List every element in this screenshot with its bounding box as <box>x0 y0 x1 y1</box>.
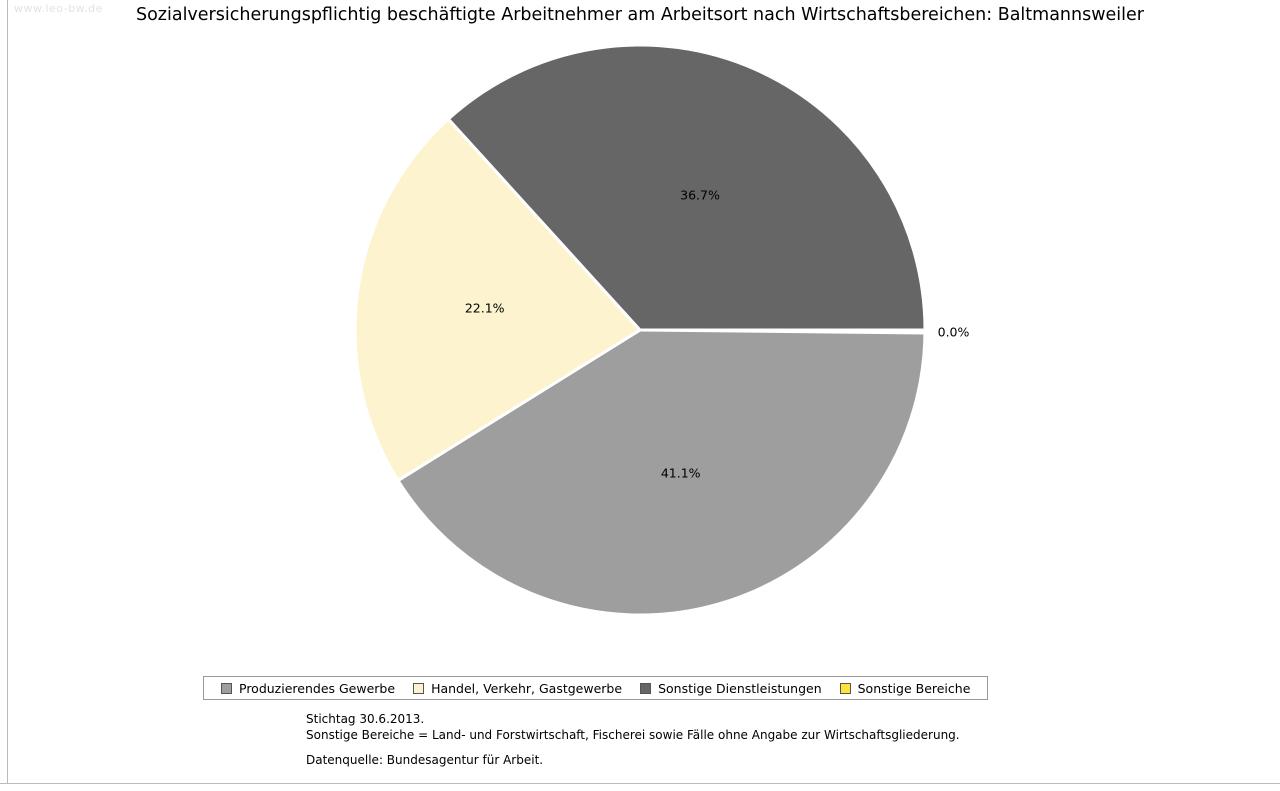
legend-item <box>840 681 971 696</box>
chart-legend <box>203 676 988 700</box>
legend-swatch-icon <box>640 683 651 694</box>
legend-item <box>640 681 822 696</box>
pie-slice-value-label: 36.7% <box>680 187 720 202</box>
pie-slices <box>355 45 925 615</box>
legend-swatch-icon <box>221 683 232 694</box>
legend-item <box>221 681 395 696</box>
pie-chart <box>352 42 970 618</box>
pie-svg <box>352 42 928 618</box>
legend-label: Produzierendes Gewerbe <box>239 680 396 696</box>
footnote-line-3: Datenquelle: Bundesagentur für Arbeit. <box>306 753 544 767</box>
legend-label: Sonstige Dienstleistungen <box>658 680 822 696</box>
chart-title: Sozialversicherungspflichtig beschäftigte Arbeitnehmer am Arbeitsort nach Wirtschaftsbereichen: Baltmannsweiler <box>135 5 1144 25</box>
legend-item <box>413 681 622 696</box>
legend-label: Handel, Verkehr, Gastgewerbe <box>431 680 623 696</box>
pie-slice-value-label: 41.1% <box>660 465 701 480</box>
frame-left-border <box>0 0 8 791</box>
legend-swatch-icon <box>413 683 424 694</box>
legend-swatch-icon <box>840 683 851 694</box>
frame-bottom-border <box>0 783 1280 791</box>
chart-footnotes <box>306 712 960 769</box>
pie-slice-value-label: 0.0% <box>937 324 970 340</box>
watermark-text: www.leo-bw.de <box>14 2 103 15</box>
legend-label: Sonstige Bereiche <box>857 680 971 696</box>
footnote-spacer <box>306 743 960 753</box>
footnote-line-2: Sonstige Bereiche = Land- und Forstwirtschaft, Fischerei sowie Fälle ohne Angabe zur Wirtschaftsgliederung. <box>306 727 960 742</box>
footnote-line-1: Stichtag 30.6.2013. <box>306 712 425 726</box>
pie-slice-value-label: 22.1% <box>464 300 505 316</box>
